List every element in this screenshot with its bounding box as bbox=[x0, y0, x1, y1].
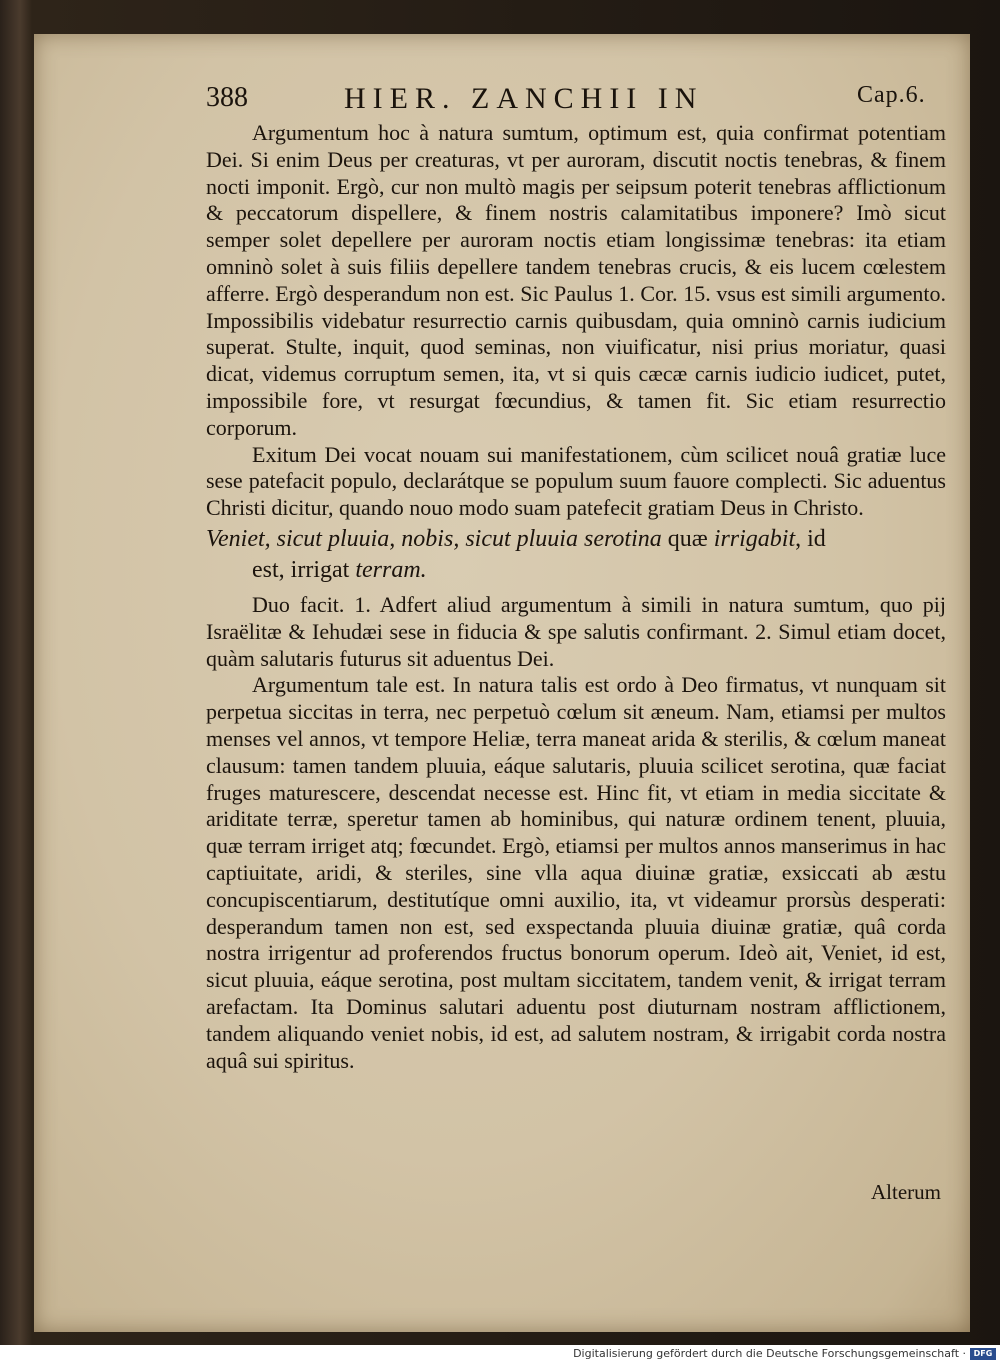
lemma-roman-1: quæ bbox=[661, 525, 714, 552]
chapter-label: Cap.6. bbox=[857, 82, 926, 108]
lemma-part-2: irrigabit bbox=[713, 525, 796, 552]
paragraph-2: Exitum Dei vocat nouam sui manifestationem, cùm scilicet nouâ gratiæ luce sese patefacit populo, declarátque se populum suum fauore complecti. Sic aduentus Christi dicitur, quando nouo modo suam patefecit gratiam Deus in Christo. bbox=[206, 441, 946, 521]
footer-bar bbox=[0, 1345, 1000, 1364]
lemma-roman-2: , id bbox=[795, 525, 826, 552]
lemma-cont-roman: est, irrigat bbox=[252, 556, 356, 583]
running-header bbox=[0, 52, 1000, 115]
main-text bbox=[206, 120, 946, 1074]
dfg-logo: DFG bbox=[970, 1348, 996, 1360]
page-number: 388 bbox=[206, 82, 248, 113]
paragraph-1: Argumentum hoc à natura sumtum, optimum est, quia confirmat potentiam Dei. Si enim Deus per creaturas, vt per auroram, discutit noctis tenebras, & finem nocti imponit. Ergò, cur non multò magis per seipsum poterit tenebras afflictionum & peccatorum dispellere, & finem nostris calamitatibus imponere? Imò sicut semper solet depellere per auroram noctis etiam longissimæ tenebras: ita etiam omninò solet à suis filiis depellere tandem tenebras crucis, & eis lucem cœlestem afferre. Ergò desperandum non est. Sic Paulus 1. Cor. 15. vsus est simili argumento. Impossibilis videbatur resurrectio carnis quibusdam, quia omninò carnis iudicium superat. Stulte, inquit, quod seminas, non viuificatur, nisi prius moriatur, quasi dicat, videmus corruptum semen, ita, vt si quis cæcæ carnis iudicio iudicet, putet, impossibile fore, vt resurgat fœcundius, & tamen fit. Sic etiam resurrectio corporum. bbox=[206, 120, 946, 440]
lemma-verse bbox=[206, 524, 946, 586]
catchword: Alterum bbox=[871, 1180, 941, 1204]
footer-credit: Digitalisierung gefördert durch die Deutsche Forschungsgemeinschaft · bbox=[573, 1347, 966, 1360]
paragraph-3: Duo facit. 1. Adfert aliud argumentum à simili in natura sumtum, quo pij Israëlitæ & Iehudæi sese in fiducia & spe salutis confirmant. 2. Simul etiam docet, quàm salutaris futurus sit aduentus Dei. bbox=[206, 591, 946, 671]
lemma-part-1: Veniet, sicut pluuia, nobis, sicut pluuia serotina bbox=[206, 525, 662, 552]
lemma-cont-italic: terram. bbox=[355, 556, 427, 583]
paragraph-4: Argumentum tale est. In natura talis est ordo à Deo firmatus, vt nunquam sit perpetua siccitas in terra, nec perpetuò cœlum sit æneum. Nam, etiamsi per multos menses vel annos, vt tempore Heliæ, terra maneat arida & sterilis, & cœlum maneat clausum: tamen tandem pluuia, eáque salutaris, pluuia scilicet serotina, quæ faciat fruges maturescere, descendat necesse est. Hinc fit, vt etiam in media siccitate & ariditate terræ, speretur tamen ab hominibus, qui naturæ ordinem tenent, pluuia, quæ terram irriget atq; fœcundet. Ergò, etiamsi per multos annos manserimus in hac captiuitate, aridi, & steriles, sine vlla aqua diuinæ gratiæ, exsiccati ab æstu concupiscentiarum, destitutíque omni auxilio, ita, vt videamur prorsùs desperati: desperandum tamen non est, sed exspectanda pluuia diuinæ gratiæ, quâ corda nostra irrigentur ad proferendos fructus bonorum operum. Ideò ait, Veniet, id est, sicut pluuia, eáque serotina, post multam siccitatem, tandem venit, & irrigat terram arefactam. Ita Dominus salutari aduentu post diuturnam nostram afflictionem, tandem aliquando veniet nobis, id est, ad salutem nostram, & irrigabit corda nostra aquâ sui spiritus. bbox=[206, 672, 946, 1073]
lemma-continuation bbox=[206, 555, 946, 586]
running-title: HIER. ZANCHII IN bbox=[344, 82, 704, 115]
